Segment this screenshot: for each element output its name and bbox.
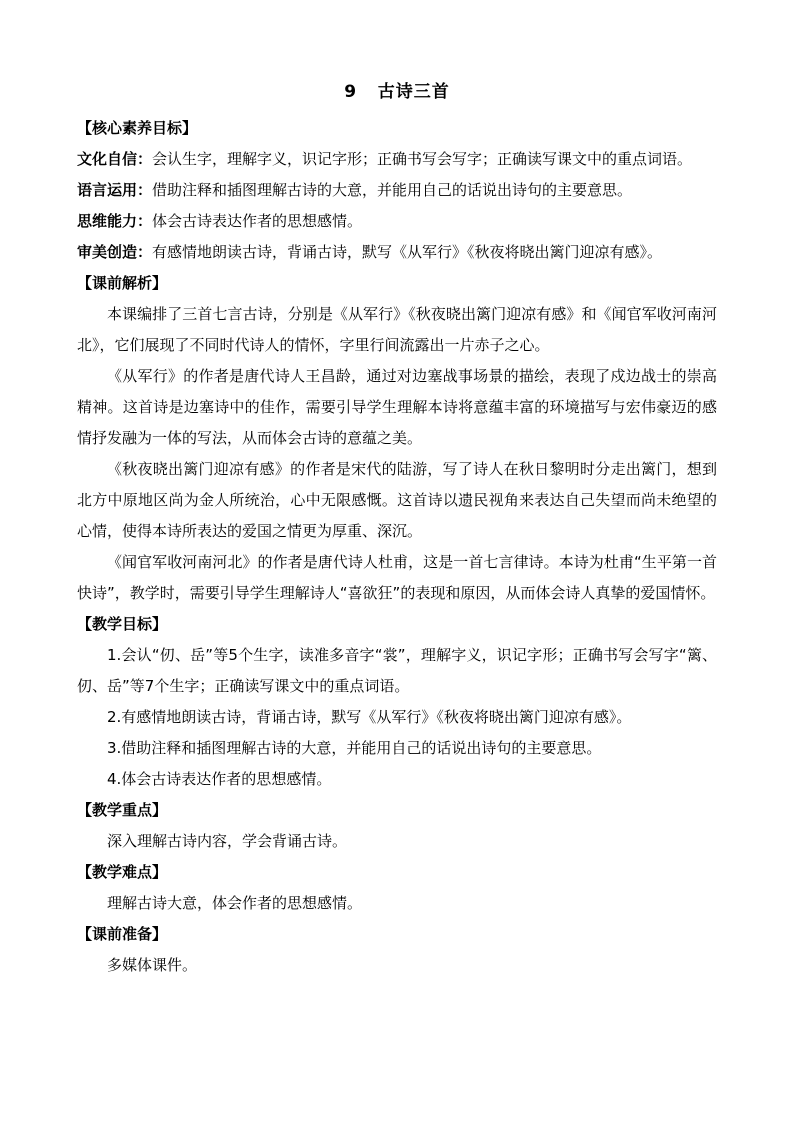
section-heading-analysis: 【课前解析】 — [77, 274, 168, 292]
goal-item: 3.借助注释和插图理解古诗的大意，并能用自己的话说出诗句的主要意思。 — [107, 739, 602, 757]
section-heading-prep: 【课前准备】 — [77, 925, 168, 943]
section-heading-core: 【核心素养目标】 — [77, 119, 198, 137]
difficulty-text: 理解古诗大意，体会作者的思想感情。 — [107, 894, 363, 912]
prep-text: 多媒体课件。 — [107, 956, 198, 974]
document-body — [77, 113, 717, 981]
core-item-thinking: 思维能力：体会古诗表达作者的思想感情。 — [77, 212, 363, 230]
goal-item: 2.有感情地朗读古诗，背诵古诗，默写《从军行》《秋夜将晓出篱门迎凉有感》。 — [107, 708, 632, 726]
core-item-aesthetic: 审美创造：有感情地朗读古诗，背诵古诗，默写《从军行》《秋夜将晓出篱门迎凉有感》。 — [77, 243, 663, 261]
section-heading-goals: 【教学目标】 — [77, 615, 168, 633]
core-item-culture: 文化自信：会认生字，理解字义，识记字形；正确书写会写字；正确读写课文中的重点词语。 — [77, 150, 693, 168]
analysis-paragraph: 《闻官军收河南河北》的作者是唐代诗人杜甫，这是一首七言律诗。本诗为杜甫“生平第一首快诗”，教学时，需要引导学生理解诗人“喜欲狂”的表现和原因，从而体会诗人真挚的爱国情怀。 — [77, 553, 717, 602]
analysis-paragraph: 《从军行》的作者是唐代诗人王昌龄，通过对边塞战事场景的描绘，表现了戍边战士的崇高精神。这首诗是边塞诗中的佳作，需要引导学生理解本诗将意蕴丰富的环境描写与宏伟豪迈的感情抒发融为一体的写法，从而体会古诗的意蕴之美。 — [77, 367, 717, 447]
focus-text: 深入理解古诗内容，学会背诵古诗。 — [107, 832, 348, 850]
goal-item: 1.会认“仞、岳”等5个生字，读准多音字“裳”，理解字义，识记字形；正确书写会写字“篱、仞、岳”等7个生字；正确读写课文中的重点词语。 — [77, 646, 717, 695]
section-heading-focus: 【教学重点】 — [77, 801, 168, 819]
analysis-paragraph: 本课编排了三首七言古诗，分别是《从军行》《秋夜晓出篱门迎凉有感》和《闻官军收河南河北》，它们展现了不同时代诗人的情怀，字里行间流露出一片赤子之心。 — [77, 305, 717, 354]
analysis-paragraph: 《秋夜晓出篱门迎凉有感》的作者是宋代的陆游，写了诗人在秋日黎明时分走出篱门，想到北方中原地区尚为金人所统治，心中无限感慨。这首诗以遗民视角来表达自己失望而尚未绝望的心情，使得本诗所表达的爱国之情更为厚重、深沉。 — [77, 460, 717, 540]
core-item-language: 语言运用：借助注释和插图理解古诗的大意，并能用自己的话说出诗句的主要意思。 — [77, 181, 633, 199]
goal-item: 4.体会古诗表达作者的思想感情。 — [107, 770, 332, 788]
section-heading-difficulty: 【教学难点】 — [77, 863, 168, 881]
page-title: 9 古诗三首 — [344, 82, 450, 102]
